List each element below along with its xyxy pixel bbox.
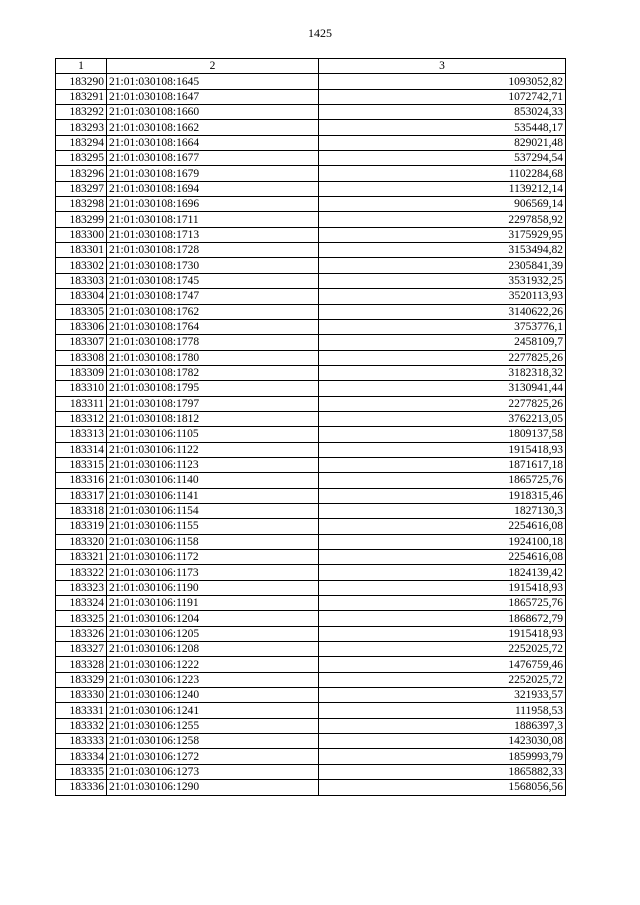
row-number-cell: 183330 bbox=[56, 688, 107, 703]
cadastral-number-cell: 21:01:030106:1240 bbox=[107, 688, 319, 703]
value-cell: 1827130,3 bbox=[319, 503, 566, 518]
cadastral-number-cell: 21:01:030108:1745 bbox=[107, 273, 319, 288]
value-cell: 3140622,26 bbox=[319, 304, 566, 319]
row-number-cell: 183304 bbox=[56, 289, 107, 304]
table-row bbox=[56, 427, 566, 442]
table-row bbox=[56, 657, 566, 672]
value-cell: 1865725,76 bbox=[319, 596, 566, 611]
cadastral-number-cell: 21:01:030106:1140 bbox=[107, 473, 319, 488]
cadastral-number-cell: 21:01:030108:1696 bbox=[107, 197, 319, 212]
row-number-cell: 183294 bbox=[56, 135, 107, 150]
page-number: 1425 bbox=[308, 26, 332, 40]
value-cell: 1423030,08 bbox=[319, 734, 566, 749]
value-cell: 3762213,05 bbox=[319, 411, 566, 426]
cadastral-number-cell: 21:01:030106:1255 bbox=[107, 718, 319, 733]
value-cell: 1568056,56 bbox=[319, 780, 566, 795]
table-row bbox=[56, 227, 566, 242]
row-number-cell: 183305 bbox=[56, 304, 107, 319]
row-number-cell: 183313 bbox=[56, 427, 107, 442]
row-number-cell: 183322 bbox=[56, 565, 107, 580]
row-number-cell: 183334 bbox=[56, 749, 107, 764]
value-cell: 1139212,14 bbox=[319, 181, 566, 196]
row-number-cell: 183323 bbox=[56, 580, 107, 595]
cadastral-number-cell: 21:01:030108:1778 bbox=[107, 335, 319, 350]
table-row bbox=[56, 396, 566, 411]
row-number-cell: 183333 bbox=[56, 734, 107, 749]
registry-table bbox=[55, 58, 566, 796]
value-cell: 2254616,08 bbox=[319, 519, 566, 534]
table-row bbox=[56, 212, 566, 227]
cadastral-number-cell: 21:01:030106:1223 bbox=[107, 672, 319, 687]
table-row bbox=[56, 289, 566, 304]
value-cell: 1093052,82 bbox=[319, 74, 566, 89]
table-row bbox=[56, 105, 566, 120]
row-number-cell: 183309 bbox=[56, 365, 107, 380]
value-cell: 1859993,79 bbox=[319, 749, 566, 764]
table-row bbox=[56, 672, 566, 687]
column-header-2: 2 bbox=[107, 59, 319, 74]
value-cell: 1915418,93 bbox=[319, 442, 566, 457]
table-row bbox=[56, 151, 566, 166]
table-row bbox=[56, 503, 566, 518]
row-number-cell: 183316 bbox=[56, 473, 107, 488]
value-cell: 537294,54 bbox=[319, 151, 566, 166]
value-cell: 2297858,92 bbox=[319, 212, 566, 227]
value-cell: 3531932,25 bbox=[319, 273, 566, 288]
cadastral-number-cell: 21:01:030106:1273 bbox=[107, 764, 319, 779]
value-cell: 3175929,95 bbox=[319, 227, 566, 242]
table-row bbox=[56, 304, 566, 319]
table-body bbox=[56, 74, 566, 795]
row-number-cell: 183320 bbox=[56, 534, 107, 549]
cadastral-number-cell: 21:01:030108:1782 bbox=[107, 365, 319, 380]
cadastral-number-cell: 21:01:030106:1258 bbox=[107, 734, 319, 749]
value-cell: 3182318,32 bbox=[319, 365, 566, 380]
table-row bbox=[56, 120, 566, 135]
row-number-cell: 183317 bbox=[56, 488, 107, 503]
table-row bbox=[56, 580, 566, 595]
value-cell: 853024,33 bbox=[319, 105, 566, 120]
cadastral-number-cell: 21:01:030106:1191 bbox=[107, 596, 319, 611]
table-row bbox=[56, 519, 566, 534]
value-cell: 2277825,26 bbox=[319, 350, 566, 365]
cadastral-number-cell: 21:01:030106:1158 bbox=[107, 534, 319, 549]
row-number-cell: 183326 bbox=[56, 626, 107, 641]
cadastral-number-cell: 21:01:030108:1728 bbox=[107, 243, 319, 258]
row-number-cell: 183298 bbox=[56, 197, 107, 212]
row-number-cell: 183318 bbox=[56, 503, 107, 518]
row-number-cell: 183332 bbox=[56, 718, 107, 733]
value-cell: 321933,57 bbox=[319, 688, 566, 703]
cadastral-number-cell: 21:01:030108:1797 bbox=[107, 396, 319, 411]
cadastral-number-cell: 21:01:030108:1713 bbox=[107, 227, 319, 242]
cadastral-number-cell: 21:01:030108:1664 bbox=[107, 135, 319, 150]
table-row bbox=[56, 335, 566, 350]
row-number-cell: 183310 bbox=[56, 381, 107, 396]
table-row bbox=[56, 642, 566, 657]
table-row bbox=[56, 611, 566, 626]
cadastral-number-cell: 21:01:030108:1647 bbox=[107, 89, 319, 104]
table-row bbox=[56, 764, 566, 779]
table-row bbox=[56, 89, 566, 104]
cadastral-number-cell: 21:01:030108:1730 bbox=[107, 258, 319, 273]
cadastral-number-cell: 21:01:030106:1141 bbox=[107, 488, 319, 503]
value-cell: 906569,14 bbox=[319, 197, 566, 212]
value-cell: 2252025,72 bbox=[319, 642, 566, 657]
table-row bbox=[56, 273, 566, 288]
table-row bbox=[56, 534, 566, 549]
row-number-cell: 183315 bbox=[56, 457, 107, 472]
value-cell: 3153494,82 bbox=[319, 243, 566, 258]
value-cell: 3753776,1 bbox=[319, 319, 566, 334]
cadastral-number-cell: 21:01:030106:1290 bbox=[107, 780, 319, 795]
table-row bbox=[56, 718, 566, 733]
header-row bbox=[56, 59, 566, 74]
cadastral-number-cell: 21:01:030108:1694 bbox=[107, 181, 319, 196]
cadastral-number-cell: 21:01:030108:1764 bbox=[107, 319, 319, 334]
cadastral-number-cell: 21:01:030108:1660 bbox=[107, 105, 319, 120]
value-cell: 1868672,79 bbox=[319, 611, 566, 626]
value-cell: 1824139,42 bbox=[319, 565, 566, 580]
table-row bbox=[56, 442, 566, 457]
table-header bbox=[56, 59, 566, 74]
table-row bbox=[56, 135, 566, 150]
value-cell: 1886397,3 bbox=[319, 718, 566, 733]
table-row bbox=[56, 749, 566, 764]
cadastral-number-cell: 21:01:030106:1123 bbox=[107, 457, 319, 472]
cadastral-number-cell: 21:01:030106:1241 bbox=[107, 703, 319, 718]
row-number-cell: 183292 bbox=[56, 105, 107, 120]
table-row bbox=[56, 626, 566, 641]
row-number-cell: 183303 bbox=[56, 273, 107, 288]
value-cell: 2252025,72 bbox=[319, 672, 566, 687]
cadastral-number-cell: 21:01:030106:1204 bbox=[107, 611, 319, 626]
table-row bbox=[56, 488, 566, 503]
table-row bbox=[56, 780, 566, 795]
table-row bbox=[56, 181, 566, 196]
cadastral-number-cell: 21:01:030106:1155 bbox=[107, 519, 319, 534]
row-number-cell: 183324 bbox=[56, 596, 107, 611]
row-number-cell: 183300 bbox=[56, 227, 107, 242]
value-cell: 1924100,18 bbox=[319, 534, 566, 549]
row-number-cell: 183327 bbox=[56, 642, 107, 657]
table-row bbox=[56, 688, 566, 703]
value-cell: 1915418,93 bbox=[319, 626, 566, 641]
row-number-cell: 183301 bbox=[56, 243, 107, 258]
row-number-cell: 183314 bbox=[56, 442, 107, 457]
table-row bbox=[56, 166, 566, 181]
table-row bbox=[56, 319, 566, 334]
row-number-cell: 183306 bbox=[56, 319, 107, 334]
cadastral-number-cell: 21:01:030106:1222 bbox=[107, 657, 319, 672]
cadastral-number-cell: 21:01:030108:1711 bbox=[107, 212, 319, 227]
value-cell: 1476759,46 bbox=[319, 657, 566, 672]
table-row bbox=[56, 596, 566, 611]
cadastral-number-cell: 21:01:030106:1190 bbox=[107, 580, 319, 595]
cadastral-number-cell: 21:01:030108:1780 bbox=[107, 350, 319, 365]
table-row bbox=[56, 565, 566, 580]
value-cell: 2305841,39 bbox=[319, 258, 566, 273]
table-row bbox=[56, 550, 566, 565]
row-number-cell: 183297 bbox=[56, 181, 107, 196]
value-cell: 2458109,7 bbox=[319, 335, 566, 350]
row-number-cell: 183329 bbox=[56, 672, 107, 687]
value-cell: 1072742,71 bbox=[319, 89, 566, 104]
value-cell: 829021,48 bbox=[319, 135, 566, 150]
cadastral-number-cell: 21:01:030106:1173 bbox=[107, 565, 319, 580]
table-row bbox=[56, 381, 566, 396]
cadastral-number-cell: 21:01:030108:1795 bbox=[107, 381, 319, 396]
cadastral-number-cell: 21:01:030108:1662 bbox=[107, 120, 319, 135]
value-cell: 1918315,46 bbox=[319, 488, 566, 503]
value-cell: 1865882,33 bbox=[319, 764, 566, 779]
cadastral-number-cell: 21:01:030108:1645 bbox=[107, 74, 319, 89]
cadastral-number-cell: 21:01:030108:1677 bbox=[107, 151, 319, 166]
cadastral-number-cell: 21:01:030106:1205 bbox=[107, 626, 319, 641]
value-cell: 3520113,93 bbox=[319, 289, 566, 304]
value-cell: 1865725,76 bbox=[319, 473, 566, 488]
row-number-cell: 183328 bbox=[56, 657, 107, 672]
value-cell: 111958,53 bbox=[319, 703, 566, 718]
row-number-cell: 183299 bbox=[56, 212, 107, 227]
row-number-cell: 183336 bbox=[56, 780, 107, 795]
table-row bbox=[56, 457, 566, 472]
value-cell: 1871617,18 bbox=[319, 457, 566, 472]
row-number-cell: 183296 bbox=[56, 166, 107, 181]
value-cell: 2254616,08 bbox=[319, 550, 566, 565]
table-row bbox=[56, 258, 566, 273]
row-number-cell: 183331 bbox=[56, 703, 107, 718]
table-row bbox=[56, 734, 566, 749]
table-row bbox=[56, 243, 566, 258]
value-cell: 535448,17 bbox=[319, 120, 566, 135]
row-number-cell: 183308 bbox=[56, 350, 107, 365]
row-number-cell: 183293 bbox=[56, 120, 107, 135]
table-row bbox=[56, 365, 566, 380]
row-number-cell: 183291 bbox=[56, 89, 107, 104]
cadastral-number-cell: 21:01:030108:1679 bbox=[107, 166, 319, 181]
row-number-cell: 183311 bbox=[56, 396, 107, 411]
table-row bbox=[56, 703, 566, 718]
cadastral-number-cell: 21:01:030106:1208 bbox=[107, 642, 319, 657]
cadastral-number-cell: 21:01:030108:1747 bbox=[107, 289, 319, 304]
row-number-cell: 183335 bbox=[56, 764, 107, 779]
row-number-cell: 183295 bbox=[56, 151, 107, 166]
cadastral-number-cell: 21:01:030108:1762 bbox=[107, 304, 319, 319]
value-cell: 2277825,26 bbox=[319, 396, 566, 411]
column-header-1: 1 bbox=[56, 59, 107, 74]
row-number-cell: 183290 bbox=[56, 74, 107, 89]
value-cell: 3130941,44 bbox=[319, 381, 566, 396]
row-number-cell: 183321 bbox=[56, 550, 107, 565]
cadastral-number-cell: 21:01:030106:1272 bbox=[107, 749, 319, 764]
row-number-cell: 183325 bbox=[56, 611, 107, 626]
row-number-cell: 183302 bbox=[56, 258, 107, 273]
row-number-cell: 183312 bbox=[56, 411, 107, 426]
cadastral-number-cell: 21:01:030106:1105 bbox=[107, 427, 319, 442]
value-cell: 1102284,68 bbox=[319, 166, 566, 181]
row-number-cell: 183307 bbox=[56, 335, 107, 350]
table-row bbox=[56, 350, 566, 365]
cadastral-number-cell: 21:01:030108:1812 bbox=[107, 411, 319, 426]
cadastral-number-cell: 21:01:030106:1122 bbox=[107, 442, 319, 457]
cadastral-number-cell: 21:01:030106:1172 bbox=[107, 550, 319, 565]
row-number-cell: 183319 bbox=[56, 519, 107, 534]
table-row bbox=[56, 473, 566, 488]
table-row bbox=[56, 411, 566, 426]
table-row bbox=[56, 197, 566, 212]
value-cell: 1809137,58 bbox=[319, 427, 566, 442]
cadastral-number-cell: 21:01:030106:1154 bbox=[107, 503, 319, 518]
table-row bbox=[56, 74, 566, 89]
value-cell: 1915418,93 bbox=[319, 580, 566, 595]
column-header-3: 3 bbox=[319, 59, 566, 74]
